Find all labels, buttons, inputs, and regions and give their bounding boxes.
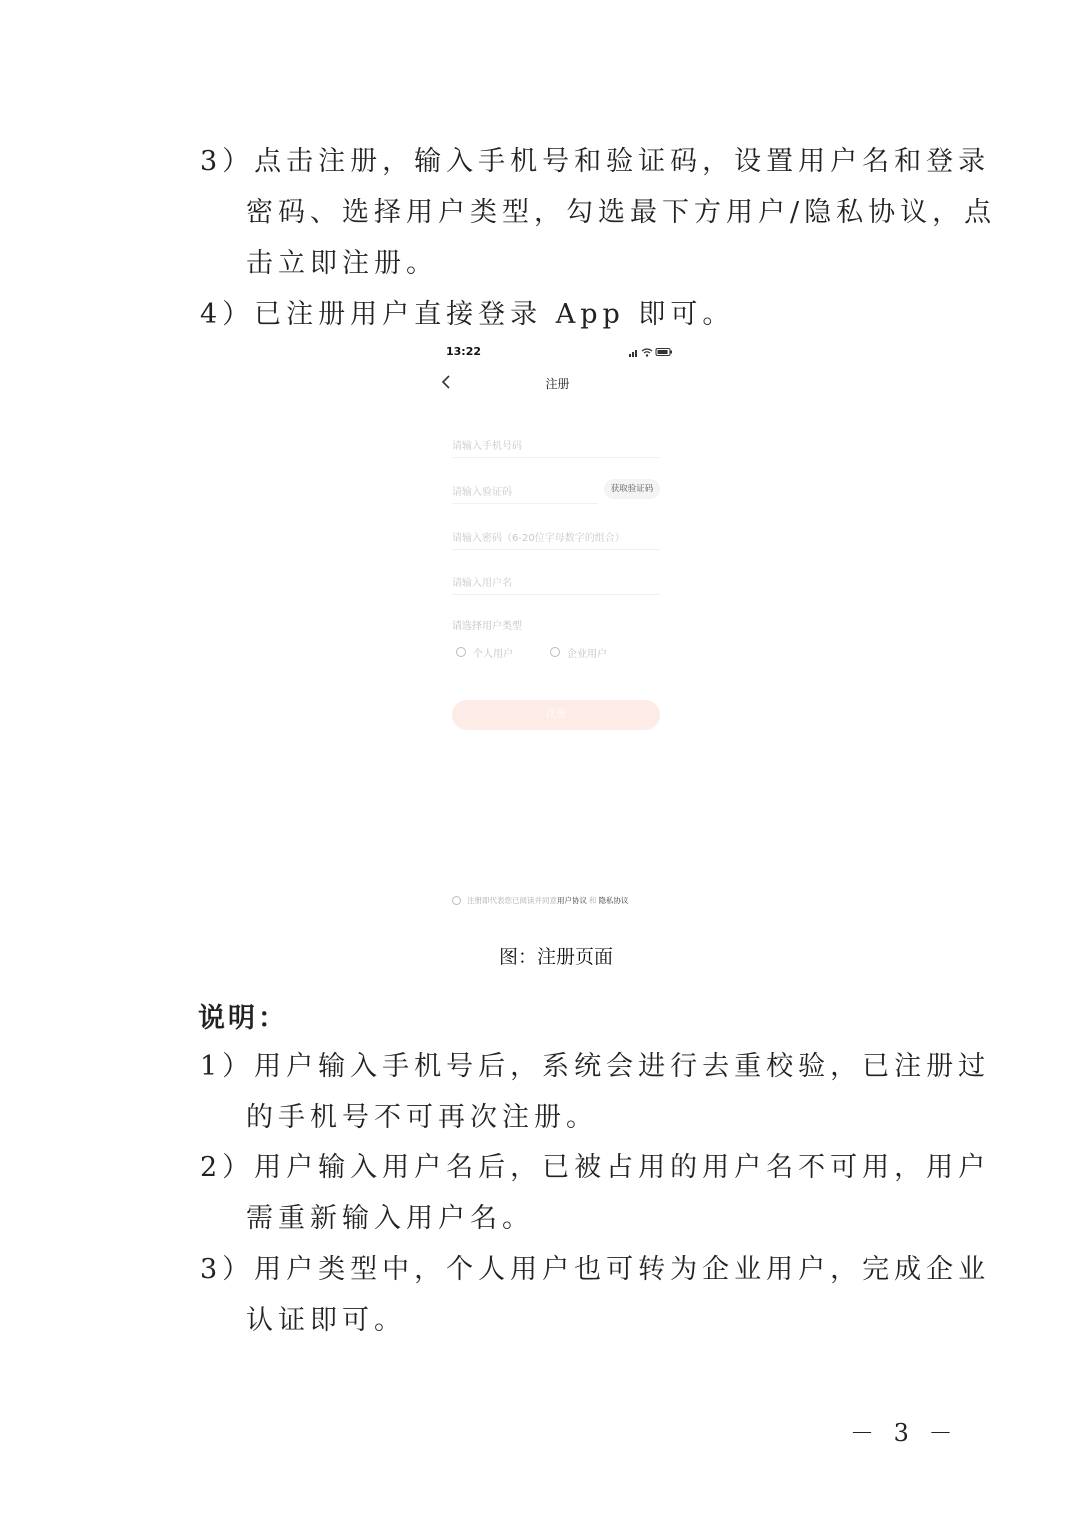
battery-icon — [656, 349, 672, 356]
step-3 — [200, 136, 997, 289]
agreement-row — [452, 894, 629, 906]
phone-input[interactable] — [452, 435, 660, 458]
notes-title: 说明： — [198, 1003, 288, 1034]
code-placeholder: 请输入验证码 — [452, 487, 512, 498]
note-3 — [200, 1244, 991, 1346]
text-line: 3）点击注册，输入手机号和验证码，设置用户名和登录 — [200, 146, 991, 177]
signal-icon — [629, 350, 637, 357]
username-input[interactable] — [452, 572, 660, 595]
phone-placeholder: 请输入手机号码 — [452, 441, 522, 452]
password-placeholder: 请输入密码（6-20位字母数字的组合） — [452, 533, 625, 544]
username-placeholder: 请输入用户名 — [452, 578, 512, 589]
radio-circle-icon — [550, 647, 560, 657]
figure-caption: 图：注册页面 — [498, 946, 613, 968]
text-line: 2）用户输入用户名后，已被占用的用户名不可用，用户 — [200, 1152, 991, 1183]
text-line: 3）用户类型中，个人用户也可转为企业用户，完成企业 — [200, 1254, 991, 1285]
text-line: 的手机号不可再次注册。 — [246, 1102, 598, 1133]
user-type-label: 请选择用户类型 — [452, 621, 522, 632]
text-line: 认证即可。 — [246, 1305, 406, 1336]
radio-circle-icon — [456, 647, 466, 657]
status-time: 13:22 — [446, 345, 482, 358]
radio-enterprise-user[interactable] — [550, 645, 607, 659]
code-input[interactable] — [452, 481, 598, 504]
note-2 — [200, 1142, 991, 1244]
status-icons — [629, 347, 673, 357]
user-agreement-link[interactable]: 用户协议 — [557, 895, 587, 905]
text-line: 1）用户输入手机号后，系统会进行去重校验，已注册过 — [200, 1051, 991, 1082]
privacy-agreement-link[interactable]: 隐私协议 — [598, 895, 629, 905]
text-line: 4）已注册用户直接登录 App 即可。 — [200, 299, 735, 330]
radio-label: 个人用户 — [473, 648, 513, 660]
radio-personal-user[interactable] — [456, 645, 513, 659]
text-line: 密码、选择用户类型，勾选最下方用户/隐私协议，点 — [246, 197, 997, 228]
password-input[interactable] — [452, 527, 660, 550]
text-line: 击立即注册。 — [246, 248, 438, 279]
wifi-icon — [642, 349, 652, 357]
agreement-checkbox[interactable] — [452, 896, 461, 905]
registration-screen-mockup — [430, 335, 685, 920]
note-1 — [200, 1041, 991, 1143]
page-title: 注册 — [545, 377, 570, 391]
agreement-and: 和 — [589, 895, 597, 905]
radio-label: 企业用户 — [567, 648, 607, 660]
text-line: 需重新输入用户名。 — [246, 1203, 534, 1234]
register-button[interactable]: 注册 — [452, 700, 660, 730]
page-number: － 3 － — [850, 1419, 959, 1447]
step-4 — [200, 289, 920, 340]
agreement-prefix: 注册即代表您已阅读并同意 — [467, 895, 557, 905]
get-code-button[interactable]: 获取验证码 — [604, 479, 660, 499]
